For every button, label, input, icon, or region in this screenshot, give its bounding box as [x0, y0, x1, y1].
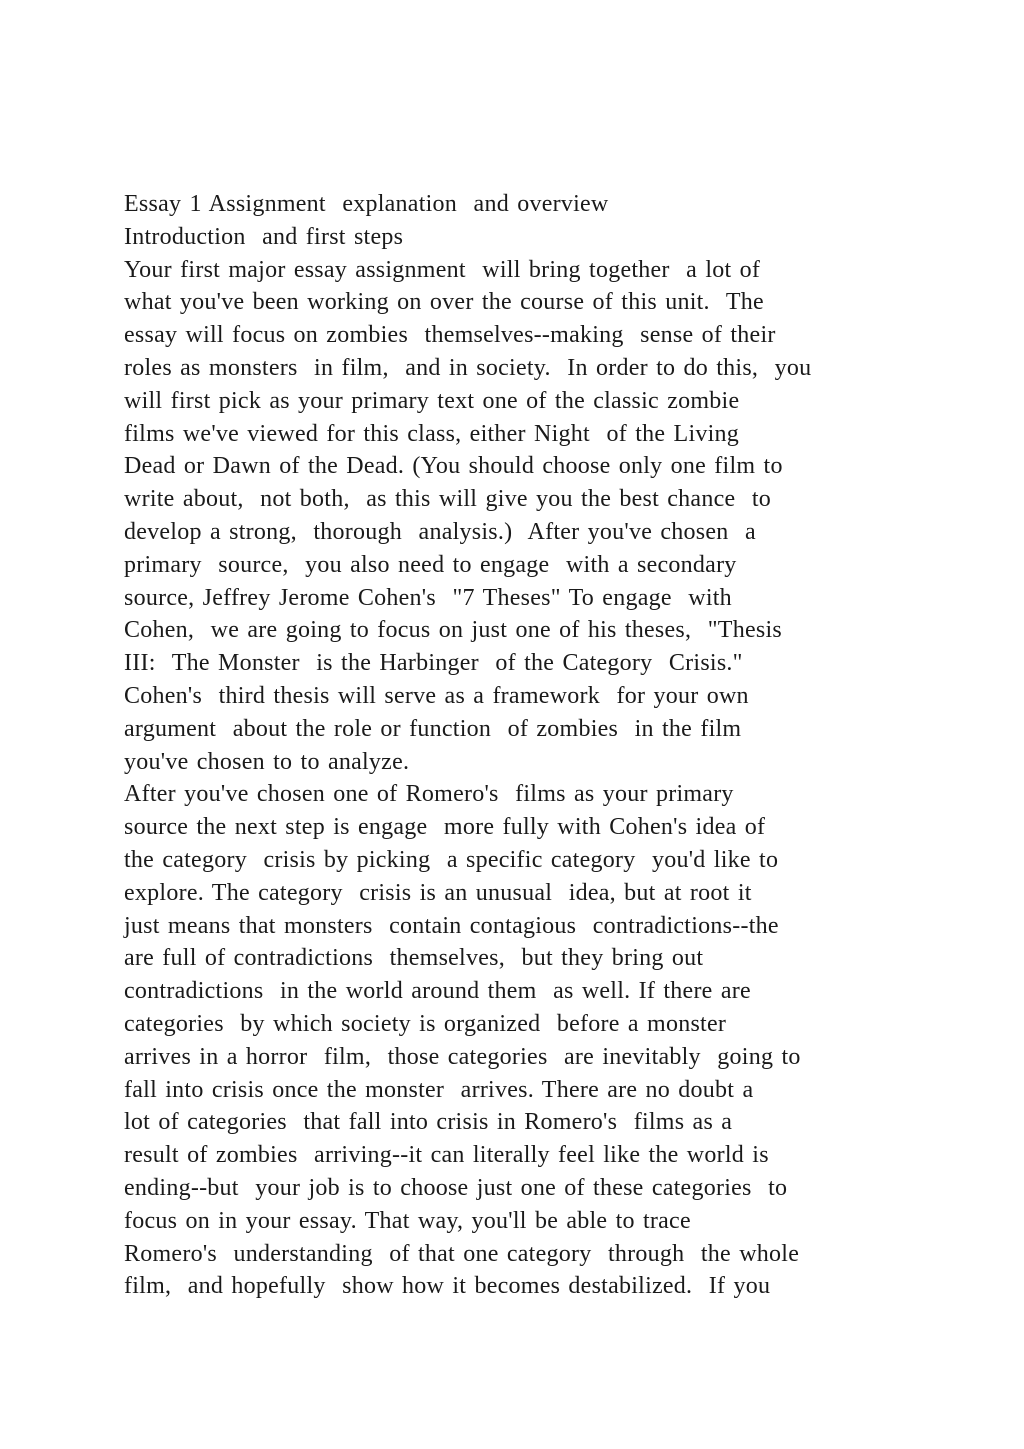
text-line: Dead or Dawn of the Dead. (You should choose only one film to — [124, 453, 783, 480]
text-line: argument about the role or function of zombies in the film — [124, 715, 742, 742]
text-line: categories by which society is organized before a monster — [124, 1010, 727, 1037]
text-line: explore. The category crisis is an unusual idea, but at root it — [124, 879, 752, 906]
text-line: After you've chosen one of Romero's films as your primary — [124, 781, 734, 808]
text-line: contradictions in the world around them as well. If there are — [124, 978, 751, 1005]
text-line: films we've viewed for this class, either Night of the Living — [124, 420, 740, 447]
text-line: arrives in a horror film, those categories are inevitably going to — [124, 1043, 801, 1070]
text-line: source, Jeffrey Jerome Cohen's "7 Theses" To engage with — [124, 584, 732, 611]
text-line: focus on in your essay. That way, you'll be able to trace — [124, 1207, 691, 1234]
text-line: essay will focus on zombies themselves--making sense of their — [124, 322, 776, 349]
text-line: write about, not both, as this will give you the best chance to — [124, 486, 772, 513]
text-line: result of zombies arriving--it can literally feel like the world is — [124, 1142, 769, 1169]
text-line: lot of categories that fall into crisis in Romero's films as a — [124, 1109, 733, 1136]
text-line: Romero's understanding of that one category through the whole — [124, 1240, 800, 1267]
text-line: develop a strong, thorough analysis.) After you've chosen a — [124, 518, 756, 545]
text-line: Cohen's third thesis will serve as a framework for your own — [124, 682, 749, 709]
text-line: the category crisis by picking a specific category you'd like to — [124, 846, 779, 873]
text-line: roles as monsters in film, and in society. In order to do this, you — [124, 354, 812, 381]
text-line: source the next step is engage more fully with Cohen's idea of — [124, 814, 766, 841]
text-line: Cohen, we are going to focus on just one of his theses, "Thesis — [124, 617, 782, 644]
document-title: Essay 1 Assignment explanation and overview — [124, 191, 609, 217]
text-line: III: The Monster is the Harbinger of the Category Crisis." — [124, 650, 743, 677]
text-line: film, and hopefully show how it becomes destabilized. If you — [124, 1273, 771, 1300]
text-line: what you've been working on over the course of this unit. The — [124, 289, 764, 316]
text-line: just means that monsters contain contagious contradictions--the — [124, 912, 779, 939]
text-line: will first pick as your primary text one of the classic zombie — [124, 387, 740, 414]
text-line: fall into crisis once the monster arrives. There are no doubt a — [124, 1076, 754, 1103]
text-line: you've chosen to to analyze. — [124, 748, 410, 775]
document-text-body — [124, 188, 924, 1303]
text-line: primary source, you also need to engage with a secondary — [124, 551, 737, 578]
text-line: are full of contradictions themselves, but they bring out — [124, 945, 704, 972]
text-line: Your first major essay assignment will bring together a lot of — [124, 256, 761, 283]
section-heading: Introduction and first steps — [124, 223, 404, 250]
text-line: ending--but your job is to choose just one of these categories to — [124, 1174, 788, 1201]
